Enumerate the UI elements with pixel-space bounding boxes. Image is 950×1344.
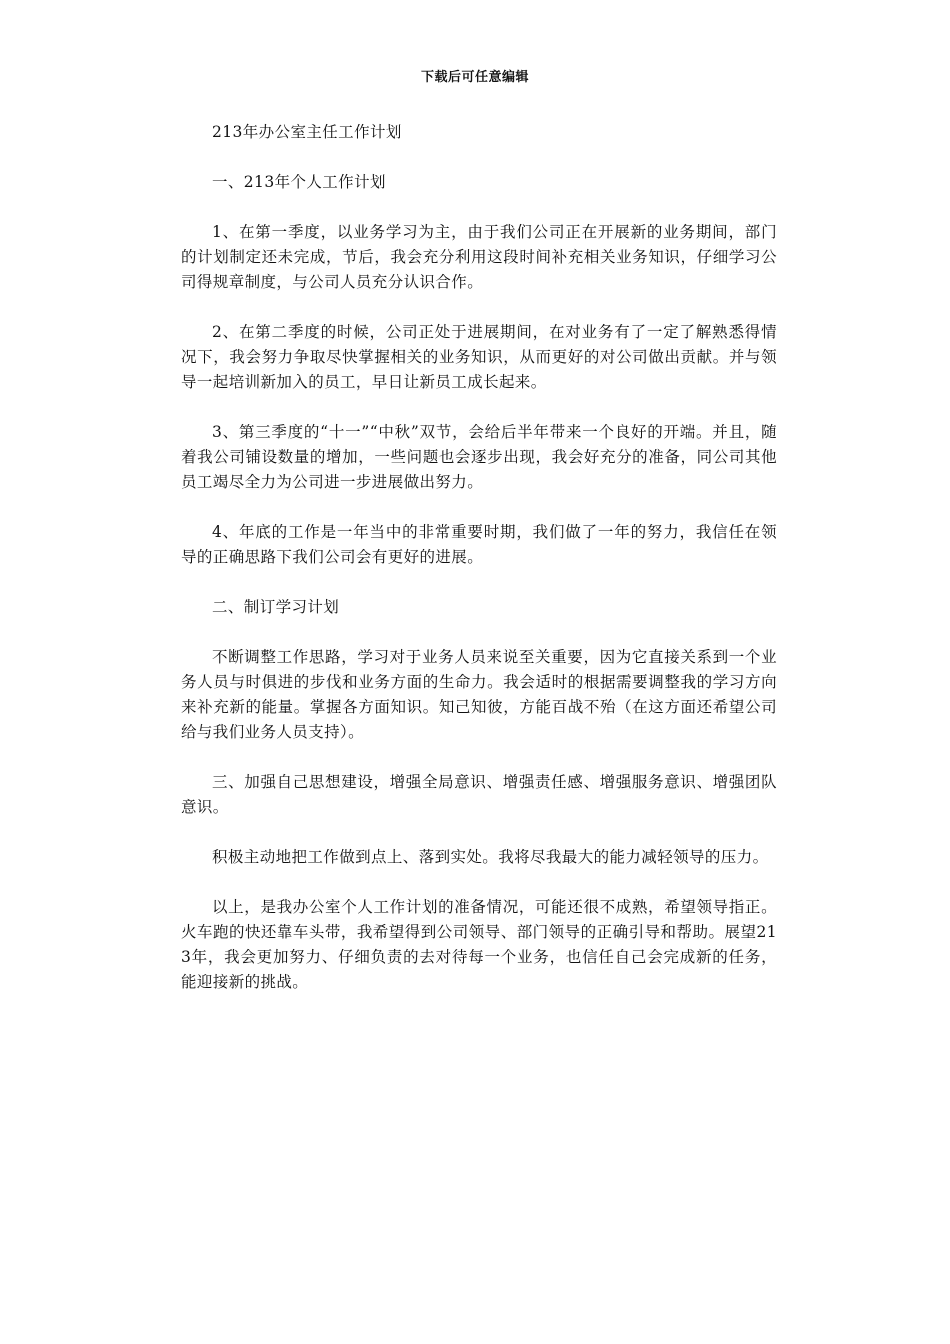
download-note: 下载后可任意编辑 [420,70,529,85]
paragraph-conclusion: 以上，是我办公室个人工作计划的准备情况，可能还很不成熟，希望领导指正。火车跑的快还靠车头带，我希望得到公司领导、部门领导的正确引导和帮助。展望213年，我会更加努力、仔细负责的去对待每一个业务，也信任自己会完成新的任务，能迎接新的挑战。 [181,898,777,991]
paragraph-initiative: 积极主动地把工作做到点上、落到实处。我将尽我最大的能力减轻领导的压力。 [212,848,769,866]
paragraph-q4: 4、年底的工作是一年当中的非常重要时期，我们做了一年的努力，我信任在领导的正确思路下我们公司会有更好的进展。 [181,523,777,566]
paragraph-q3: 3、第三季度的“十一”“中秋”双节，会给后半年带来一个良好的开端。并且，随着我公司铺设数量的增加，一些问题也会逐步出现，我会好充分的准备，同公司其他员工竭尽全力为公司进一步进展做出努力。 [181,423,777,491]
section-heading-3: 三、加强自己思想建设，增强全局意识、增强责任感、增强服务意识、增强团队意识。 [181,773,777,816]
document-body [181,120,777,1020]
paragraph-learning: 不断调整工作思路，学习对于业务人员来说至关重要，因为它直接关系到一个业务人员与时俱进的步伐和业务方面的生命力。我会适时的根据需要调整我的学习方向来补充新的能量。掌握各方面知识。知己知彼，方能百战不殆（在这方面还希望公司给与我们业务人员支持）。 [181,648,777,741]
section-heading-1: 一、213年个人工作计划 [212,173,386,191]
paragraph-q1: 1、在第一季度，以业务学习为主，由于我们公司正在开展新的业务期间，部门的计划制定还未完成，节后，我会充分利用这段时间补充相关业务知识，仔细学习公司得规章制度，与公司人员充分认识合作。 [181,223,777,291]
section-heading-2: 二、制订学习计划 [212,598,340,616]
document-title: 213年办公室主任工作计划 [212,123,402,141]
paragraph-q2: 2、在第二季度的时候，公司正处于进展期间，在对业务有了一定了解熟悉得情况下，我会努力争取尽快掌握相关的业务知识，从而更好的对公司做出贡献。并与领导一起培训新加入的员工，早日让新员工成长起来。 [181,323,777,391]
